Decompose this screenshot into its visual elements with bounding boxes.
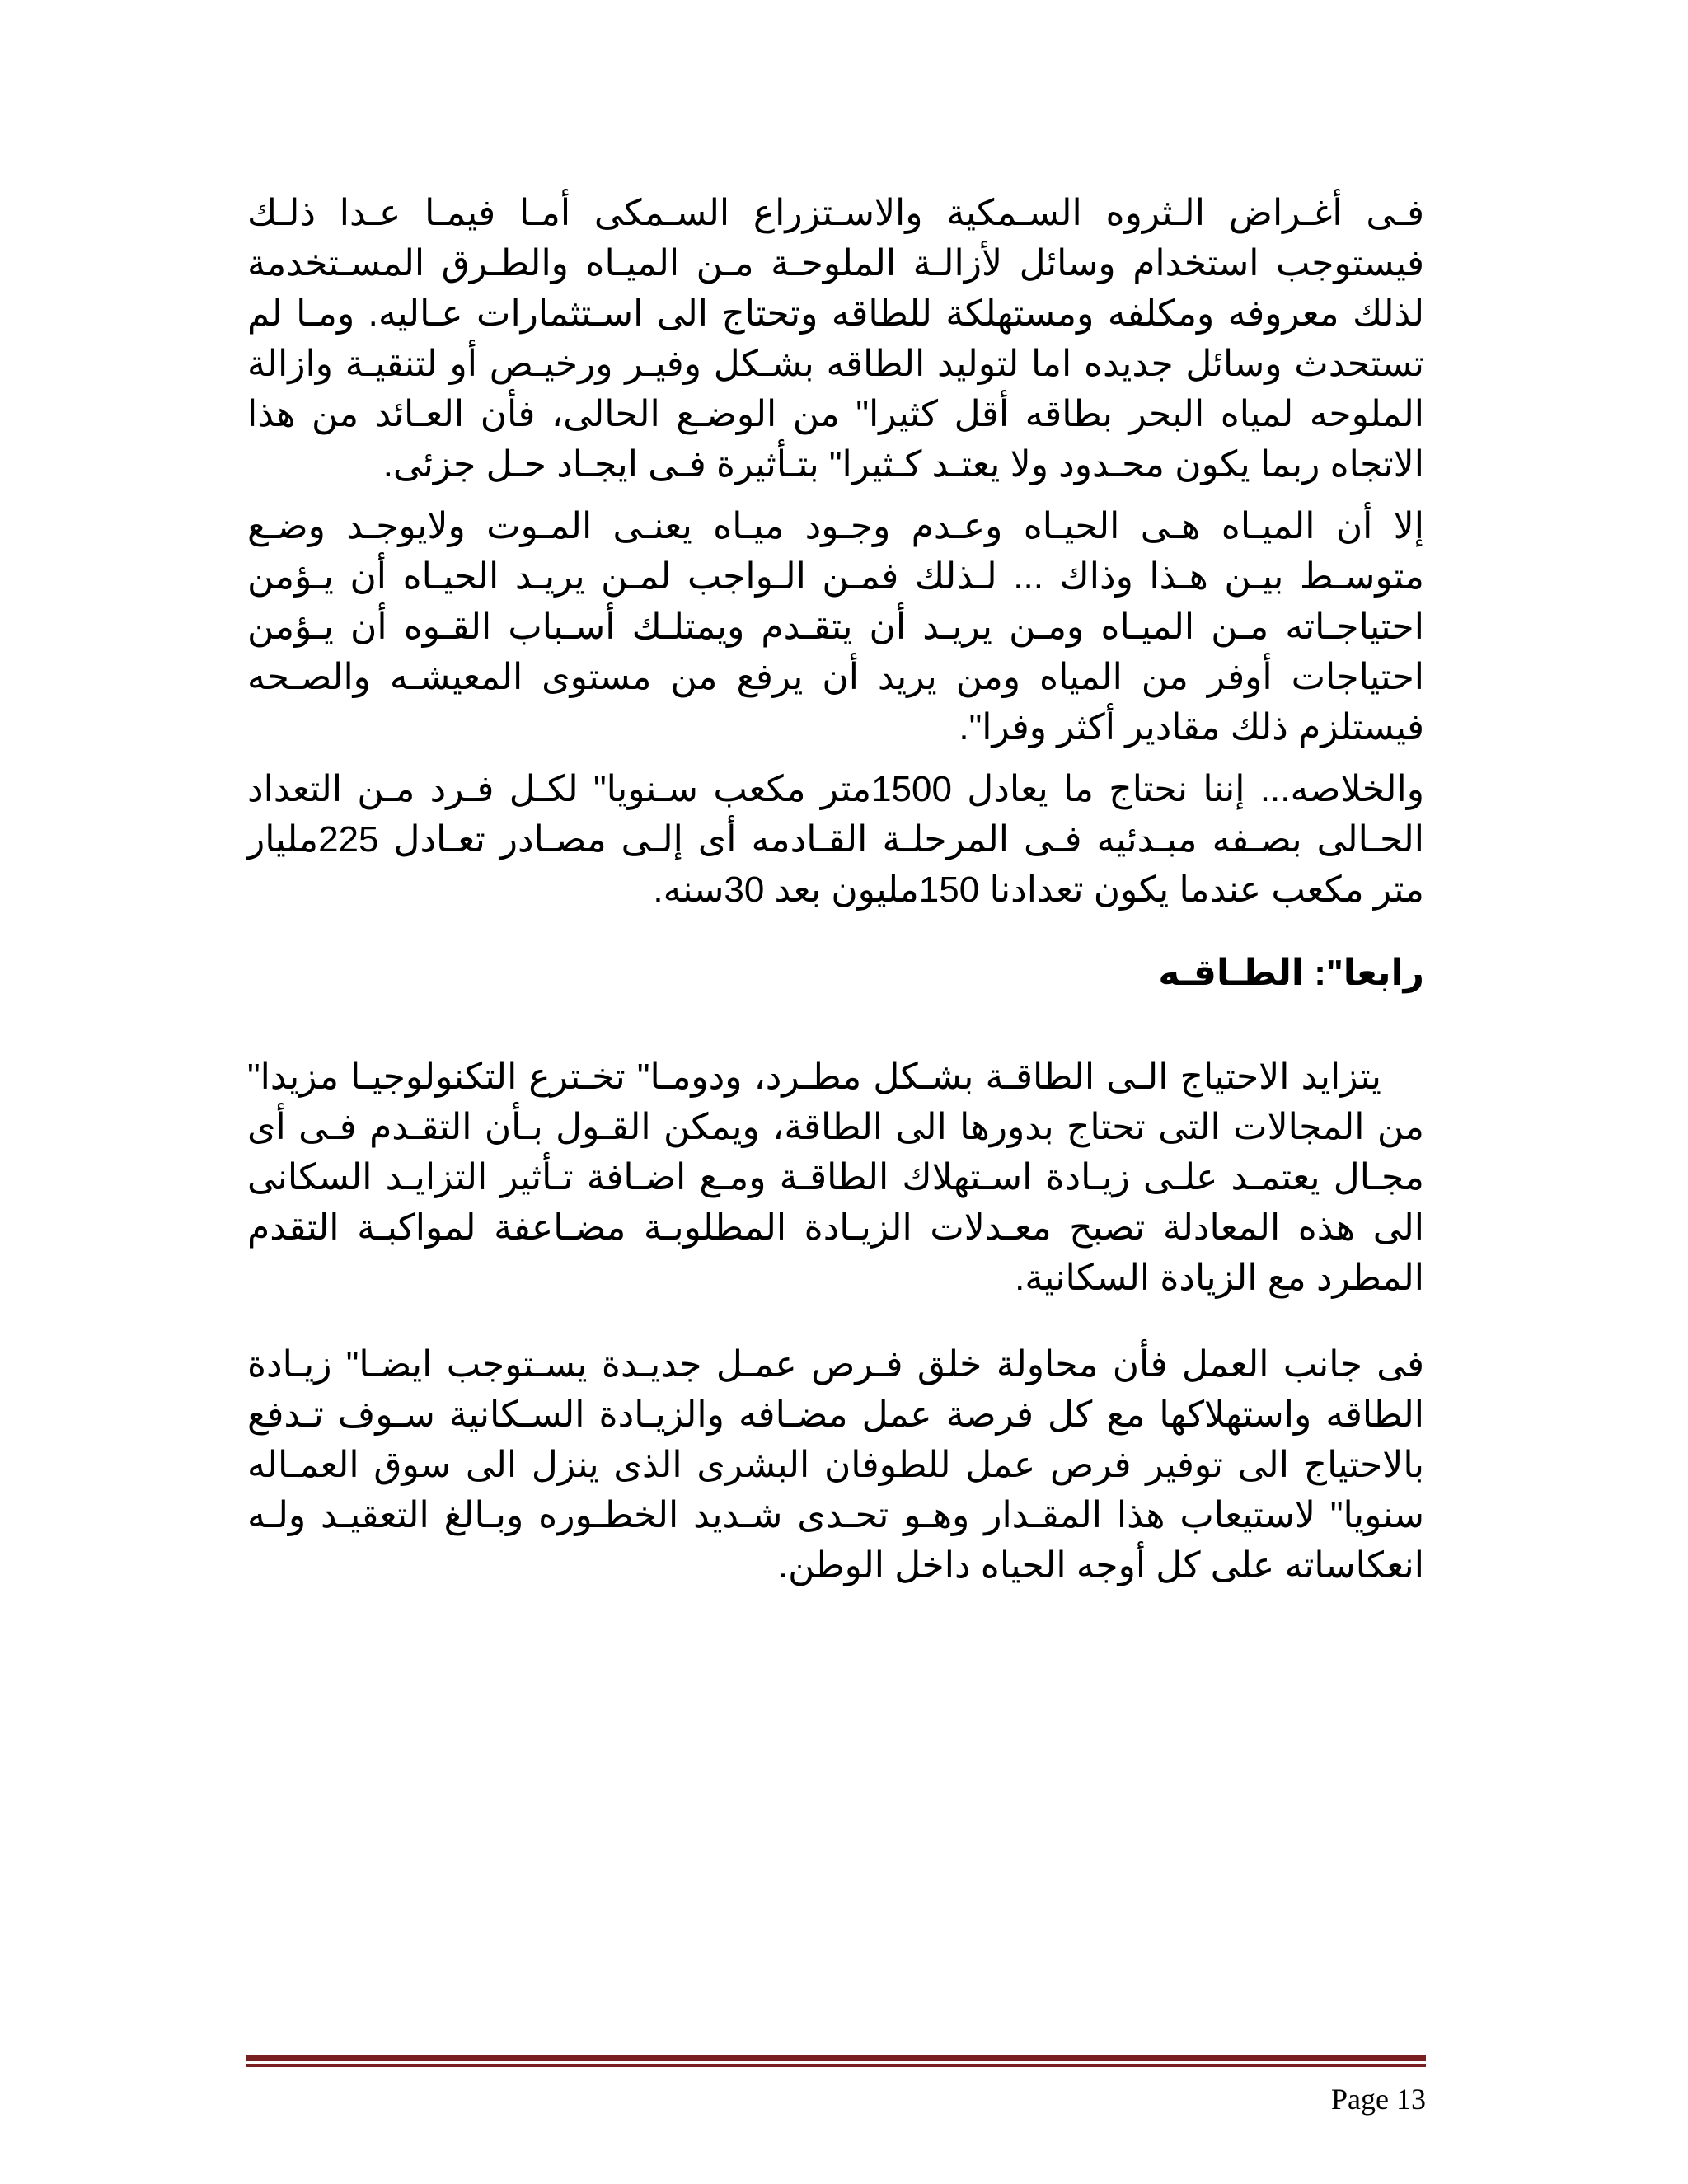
paragraph-conclusion: والخلاصه... إننا نحتاج ما يعادل 1500متر مكعب سـنويا" لكـل فـرد مـن التعداد الحـالى بصـفه مبـدئيه فـى المرحلـة القـادمه أى إلـى مصـادر تعـادل 225مليار متر مكعب عندما يكون تعدادنا 150مليون بعد 30سنه. [247, 769, 1424, 910]
page-content [247, 188, 1424, 1591]
paragraph-fish-desalination: فـى أغـراض الـثروه السـمكية والاسـتزراع السـمكى أمـا فيمـا عـدا ذلـك فيستوجب استخدام وسائل لأزالـة الملوحـة مـن الميـاه والطـرق المسـتخدمة لذلك معروفه ومكلفه ومستهلكة للطاقه وتحتاج الى اسـتثمارات عـاليه. ومـا لم تستحدث وسائل جديده اما لتوليد الطاقه بشـكل وفيـر ورخيـص أو لتنقيـة وازالة الملوحه لمياه البحر بطاقه أقل كثيرا" من الوضـع الحالى، فأن العـائد من هذا الاتجاه ربما يكون محـدود ولا يعتـد كـثيرا" بتـأثيرة فـى ايجـاد حـل جزئى. [247, 193, 1424, 485]
footer-rule-thin [246, 2064, 1426, 2067]
page-number: Page 13 [1331, 2083, 1426, 2116]
paragraph-water-is-life: إلا أن الميـاه هـى الحيـاه وعـدم وجـود ميـاه يعنـى المـوت ولايوجـد وضـع متوسـط بيـن هـذا وذاك ... لـذلك فمـن الـواجب لمـن يريـد الحيـاه أن يـؤمن احتياجـاته مـن الميـاه ومـن يريـد أن يتقـدم ويمتلـك أسـباب القـوه أن يـؤمن احتياجات أوفر من المياه ومن يريد أن يرفع من مستوى المعيشـه والصـحه فيستلزم ذلك مقادير أكثر وفرا". [247, 506, 1424, 748]
footer-rule-thick [246, 2055, 1426, 2061]
paragraph-employment-energy: فى جانب العمل فأن محاولة خلق فـرص عمـل جديـدة يسـتوجب ايضـا" زيـادة الطاقه واستهلاكها مع كل فرصة عمل مضـافه والزيـادة السـكانية سـوف تـدفع بالاحتياج الى توفير فرص عمل للطوفان البشرى الذى ينزل الى سوق العمـاله سنويا" لاستيعاب هذا المقـدار وهـو تحـدى شـديد الخطـوره وبـالغ التعقيـد ولـه انعكاساته على كل أوجه الحياه داخل الوطن. [247, 1344, 1424, 1586]
section-heading-energy: رابعا": الطـاقـه [1158, 953, 1424, 993]
paragraph-energy-demand: يتزايد الاحتياج الـى الطاقـة بشـكل مطـرد، ودومـا" تخـترع التكنولوجيـا مزيدا" من المجالات التى تحتاج بدورها الى الطاقة، ويمكن القـول بـأن التقـدم فـى أى مجـال يعتمـد علـى زيـادة اسـتهلاك الطاقـة ومـع اضـافة تـأثير التزايـد السكانى الى هذه المعادلة تصبح معـدلات الزيـادة المطلوبـة مضـاعفة لمواكبـة التقدم المطرد مع الزيادة السكانية. [247, 1057, 1424, 1298]
